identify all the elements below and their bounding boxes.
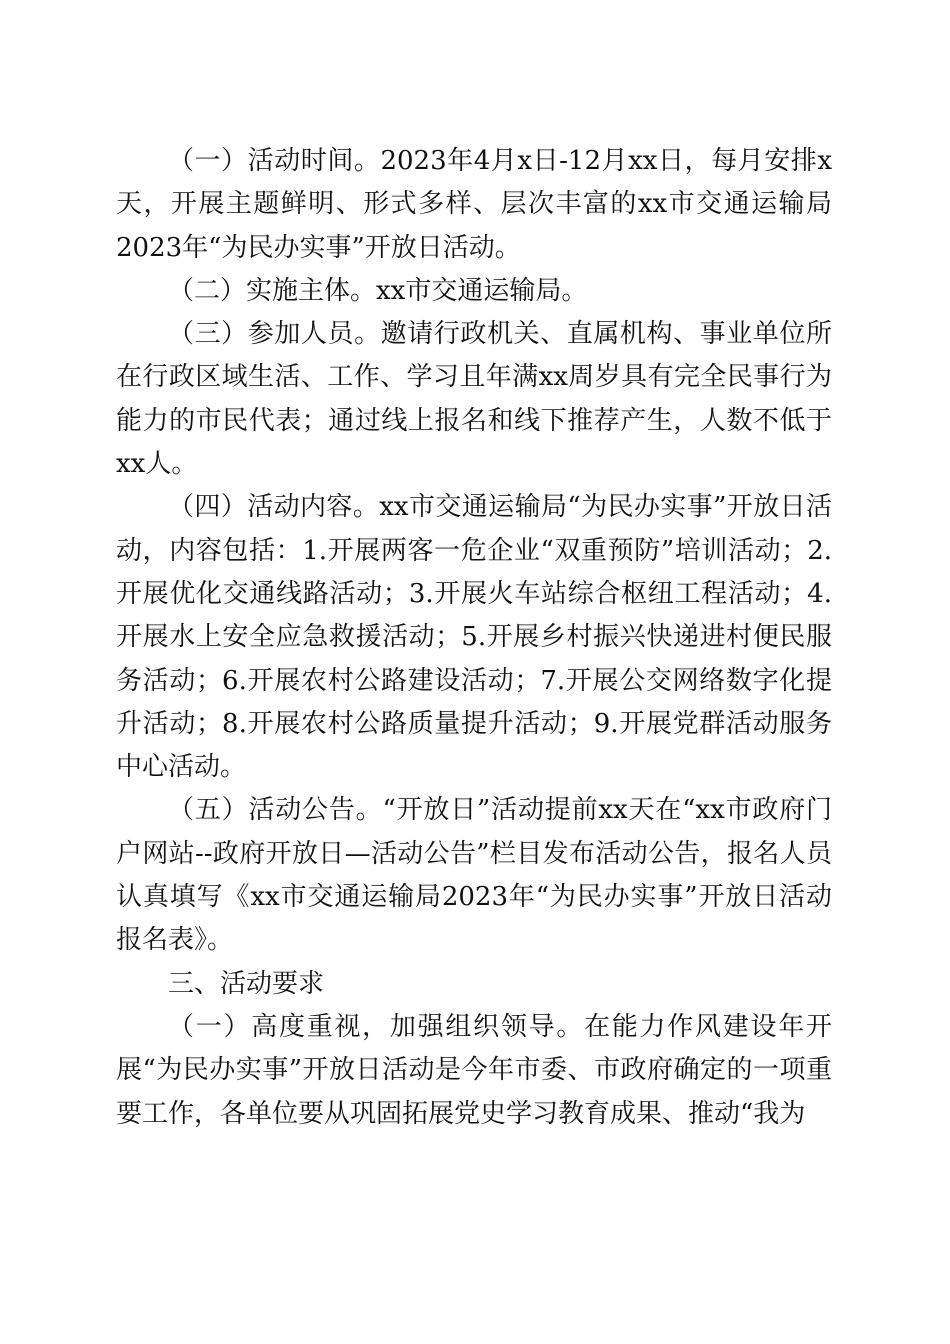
paragraph-heading: （一）活动时间。: [168, 146, 381, 176]
section-heading-text: 三、活动要求: [168, 968, 325, 999]
paragraph-heading: （四）活动内容。: [168, 492, 380, 523]
paragraph-heading: （五）活动公告。: [168, 795, 383, 826]
document-page: [116, 140, 832, 1136]
paragraph-implementer: [116, 270, 832, 313]
paragraph-participants: [116, 313, 832, 486]
paragraph-leadership: [116, 1006, 832, 1136]
paragraph-heading: （三）参加人员。: [168, 319, 381, 350]
paragraph-body: 邀请行政机关、直属机构、事业单位所在行政区域生活、工作、学习且年满xx周岁具有完全民事行为能力的市民代表；通过线上报名和线下推荐产生，人数不低于xx人。: [116, 319, 832, 480]
paragraph-body: 在能力作风建设年开展“为民办实事”开放日活动是今年市委、市政府确定的一项重要工作，各单位要从巩固拓展党史学习教育成果、推动“我为: [116, 1011, 832, 1129]
paragraph-body: 2023年4月x日-12月xx日，每月安排x天，开展主题鲜明、形式多样、层次丰富的xx市交通运输局2023年“为民办实事”开放日活动。: [116, 146, 832, 263]
paragraph-body: “开放日”活动提前xx天在“xx市政府门户网站--政府开放日—活动公告”栏目发布活动公告，报名人员认真填写《xx市交通运输局2023年“为民办实事”开放日活动报名表》。: [116, 795, 832, 956]
paragraph-body: xx市交通运输局。: [376, 275, 588, 306]
paragraph-body: xx市交通运输局“为民办实事”开放日活动，内容包括：1.开展两客一危企业“双重预防”培训活动；2.开展优化交通线路活动；3.开展火车站综合枢纽工程活动；4.开展水上安全应急救援活动；5.开展乡村振兴快递进村便民服务活动；6.开展农村公路建设活动；7.开展公交网络数字化提升活动；8.开展农村公路质量提升活动；9.开展党群活动服务中心活动。: [116, 492, 832, 783]
paragraph-activity-time: [116, 140, 832, 270]
paragraph-heading: （一）高度重视，加强组织领导。: [168, 1011, 585, 1042]
paragraph-activity-announcement: [116, 789, 832, 962]
paragraph-activity-content: [116, 486, 832, 789]
paragraph-heading: （二）实施主体。: [168, 275, 377, 306]
section-heading-requirements: [116, 963, 832, 1006]
